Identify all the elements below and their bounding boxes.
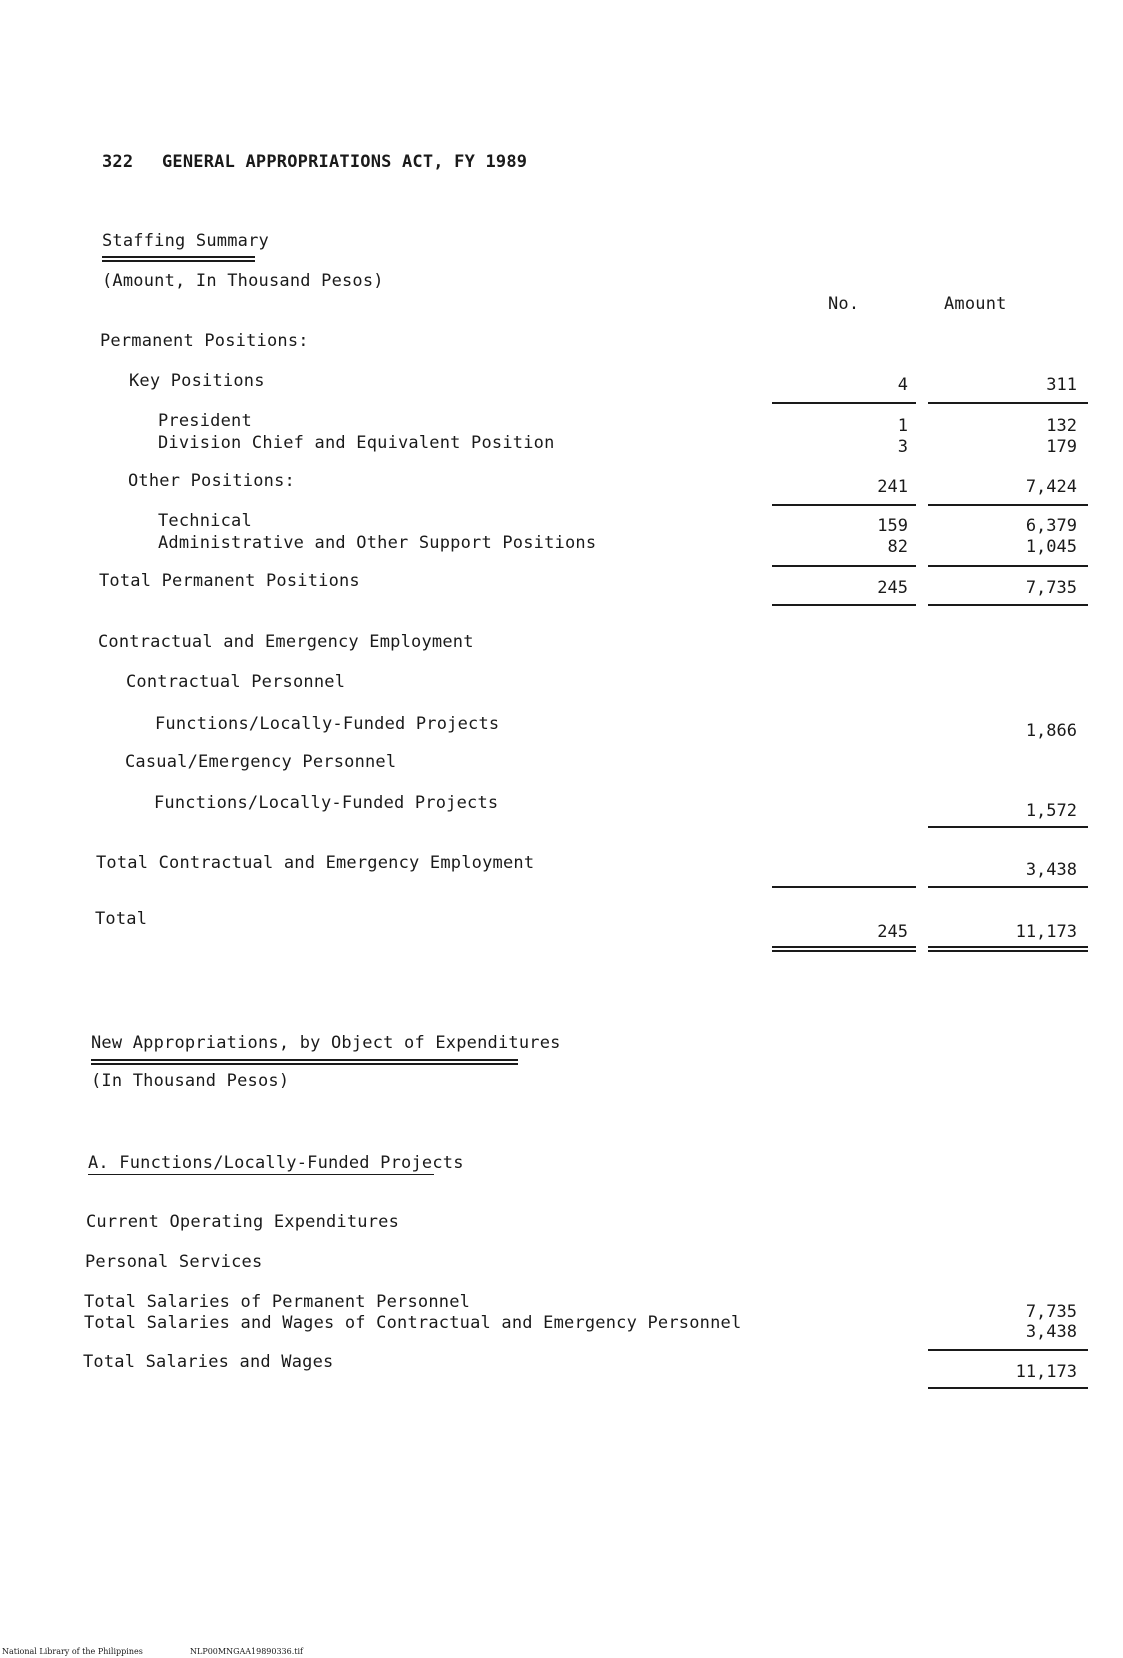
rule [928, 504, 1088, 506]
total-salaries-label: Total Salaries and Wages [83, 1352, 334, 1372]
total-contractual-label: Total Contractual and Emergency Employment [96, 853, 535, 873]
grand-total-amount: 11,173 [1015, 922, 1077, 942]
appropriations-unit: (In Thousand Pesos) [91, 1071, 290, 1091]
salaries-permanent-amount: 7,735 [1025, 1302, 1077, 1322]
total-salaries-amount: 11,173 [1015, 1362, 1077, 1382]
admin-support-no: 82 [887, 537, 908, 557]
permanent-positions-label: Permanent Positions: [100, 331, 309, 351]
footer-filename: NLP00MNGAA19890336.tif [190, 1647, 304, 1656]
total-permanent-no: 245 [877, 578, 908, 598]
technical-amount: 6,379 [1025, 516, 1077, 536]
rule [772, 565, 916, 567]
grand-total-no: 245 [877, 922, 908, 942]
page-number: 322 [102, 152, 134, 172]
column-header-amount: Amount [944, 294, 1007, 314]
rule [772, 504, 916, 506]
total-contractual-amount: 3,438 [1025, 860, 1077, 880]
section-a-heading: A. Functions/Locally-Funded Projects [88, 1153, 464, 1173]
appropriations-heading: New Appropriations, by Object of Expenditures [91, 1033, 561, 1053]
rule [928, 1349, 1088, 1351]
casual-projects-amount: 1,572 [1025, 801, 1077, 821]
staffing-unit: (Amount, In Thousand Pesos) [102, 271, 384, 291]
admin-support-label: Administrative and Other Support Positions [158, 533, 597, 553]
president-amount: 132 [1046, 416, 1077, 436]
casual-projects-label: Functions/Locally-Funded Projects [154, 793, 499, 813]
rule [928, 604, 1088, 606]
division-chief-no: 3 [897, 437, 908, 457]
contractual-projects-label: Functions/Locally-Funded Projects [155, 714, 500, 734]
key-positions-amount: 311 [1046, 375, 1077, 395]
contractual-emergency-label: Contractual and Emergency Employment [98, 632, 474, 652]
president-label: President [158, 411, 252, 431]
column-header-no: No. [828, 294, 860, 314]
casual-personnel-label: Casual/Emergency Personnel [125, 752, 397, 772]
president-no: 1 [897, 416, 908, 436]
rule [928, 886, 1088, 888]
rule [772, 402, 916, 404]
rule [928, 826, 1088, 828]
division-chief-label: Division Chief and Equivalent Position [158, 433, 555, 453]
other-positions-no: 241 [877, 477, 908, 497]
other-positions-amount: 7,424 [1025, 477, 1077, 497]
salaries-permanent-label: Total Salaries of Permanent Personnel [84, 1292, 471, 1312]
rule [928, 402, 1088, 404]
rule [928, 565, 1088, 567]
footer-library: National Library of the Philippines [2, 1647, 143, 1656]
admin-support-amount: 1,045 [1025, 537, 1077, 557]
page-title: GENERAL APPROPRIATIONS ACT, FY 1989 [162, 152, 528, 172]
key-positions-label: Key Positions [129, 371, 265, 391]
double-rule [928, 946, 1088, 952]
grand-total-label: Total [95, 909, 148, 929]
total-permanent-label: Total Permanent Positions [99, 571, 360, 591]
contractual-projects-amount: 1,866 [1025, 721, 1077, 741]
section-a-underline [88, 1174, 434, 1175]
rule [928, 1387, 1088, 1389]
total-permanent-amount: 7,735 [1025, 578, 1077, 598]
division-chief-amount: 179 [1046, 437, 1077, 457]
current-operating-label: Current Operating Expenditures [86, 1212, 400, 1232]
appropriations-heading-underline [91, 1059, 518, 1065]
rule [772, 604, 916, 606]
double-rule [772, 946, 916, 952]
other-positions-label: Other Positions: [128, 471, 295, 491]
salaries-contractual-amount: 3,438 [1025, 1322, 1077, 1342]
contractual-personnel-label: Contractual Personnel [126, 672, 346, 692]
technical-no: 159 [877, 516, 908, 536]
staffing-heading-underline [102, 256, 255, 262]
key-positions-no: 4 [897, 375, 908, 395]
personal-services-label: Personal Services [85, 1252, 263, 1272]
salaries-contractual-label: Total Salaries and Wages of Contractual and Emergency Personnel [84, 1313, 742, 1333]
technical-label: Technical [158, 511, 252, 531]
staffing-heading: Staffing Summary [102, 231, 269, 251]
rule [772, 886, 916, 888]
